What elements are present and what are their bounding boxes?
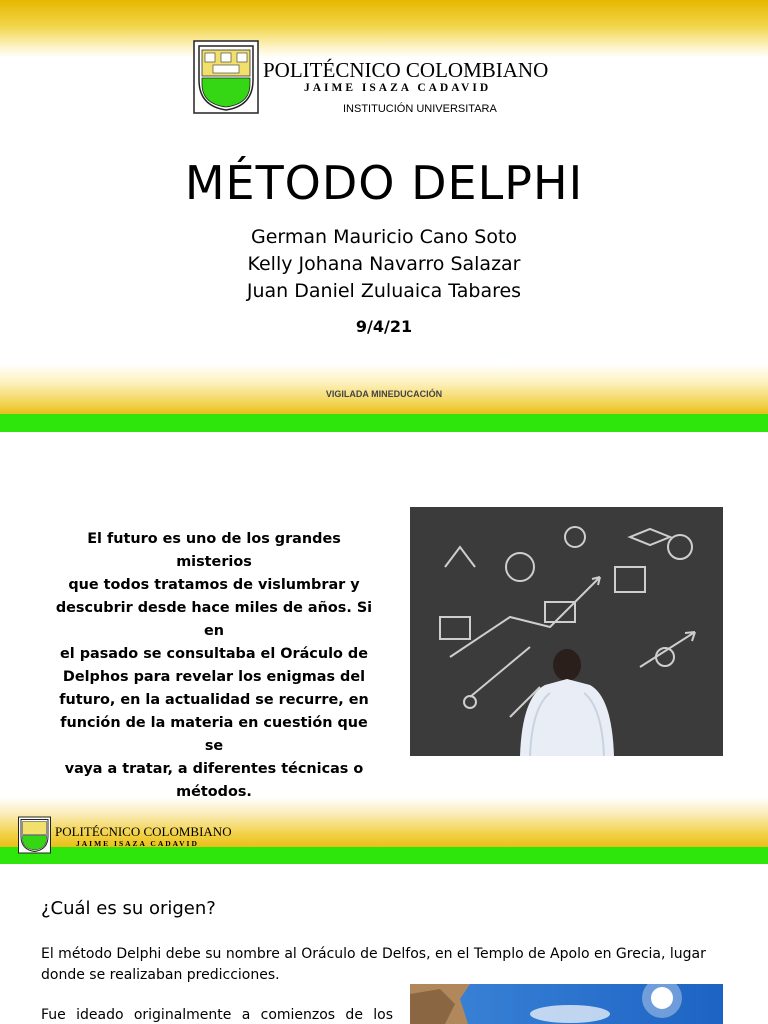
top-gold-band — [0, 0, 768, 58]
intro-line: descubrir desde hace miles de años. Si en — [55, 600, 373, 639]
chalkboard-businessman-image — [410, 507, 723, 756]
institution-subname: JAIME ISAZA CADAVID — [304, 82, 492, 94]
sky-rock-image — [410, 984, 723, 1024]
side-watermark — [755, 360, 762, 410]
title-slide — [0, 0, 768, 432]
page-title: MÉTODO DELPHI — [184, 156, 584, 210]
intro-line: Delphos para revelar los enigmas del — [62, 669, 366, 685]
intro-line: vaya a tratar, a diferentes técnicas o — [64, 761, 364, 777]
section-heading: ¿Cuál es su origen? — [41, 898, 216, 919]
author-3: Juan Daniel Zuluaica Tabares — [246, 280, 522, 302]
origin-paragraph-2: Fue ideado originalmente a comienzos de los — [41, 1007, 393, 1023]
institution-type: INSTITUCIÓN UNIVERSITARA — [343, 103, 497, 115]
intro-line: función de la materia en cuestión que se — [60, 715, 368, 754]
institution-name: POLITÉCNICO COLOMBIANO — [263, 58, 549, 82]
intro-slide — [0, 432, 768, 796]
institution-shield-logo — [193, 40, 259, 114]
green-band — [0, 414, 768, 432]
green-band — [0, 847, 768, 864]
intro-line: El futuro es uno de los grandes misterios — [87, 531, 341, 570]
intro-line: que todos tratamos de vislumbrar y — [68, 577, 360, 593]
institution-shield-logo — [18, 815, 51, 855]
author-1: German Mauricio Cano Soto — [250, 226, 518, 248]
intro-line: métodos. — [176, 784, 252, 796]
institution-name: POLITÉCNICO COLOMBIANO — [55, 824, 232, 839]
side-watermark — [755, 802, 762, 842]
intro-line: futuro, en la actualidad se recurre, en — [59, 692, 369, 708]
vigilada-label: VIGILADA MINEDUCACIÓN — [325, 389, 443, 399]
presentation-date: 9/4/21 — [355, 317, 413, 336]
author-2: Kelly Johana Navarro Salazar — [247, 253, 521, 275]
intro-line: el pasado se consultaba el Oráculo de — [60, 646, 368, 662]
origin-slide — [0, 797, 768, 1024]
origin-paragraph-line-2: donde se realizaban predicciones. — [41, 967, 280, 983]
origin-paragraph-line-1: El método Delphi debe su nombre al Oráculo de Delfos, en el Templo de Apolo en Grecia, lugar — [41, 946, 706, 962]
institution-subname: JAIME ISAZA CADAVID — [76, 839, 199, 848]
intro-paragraph — [52, 528, 376, 796]
